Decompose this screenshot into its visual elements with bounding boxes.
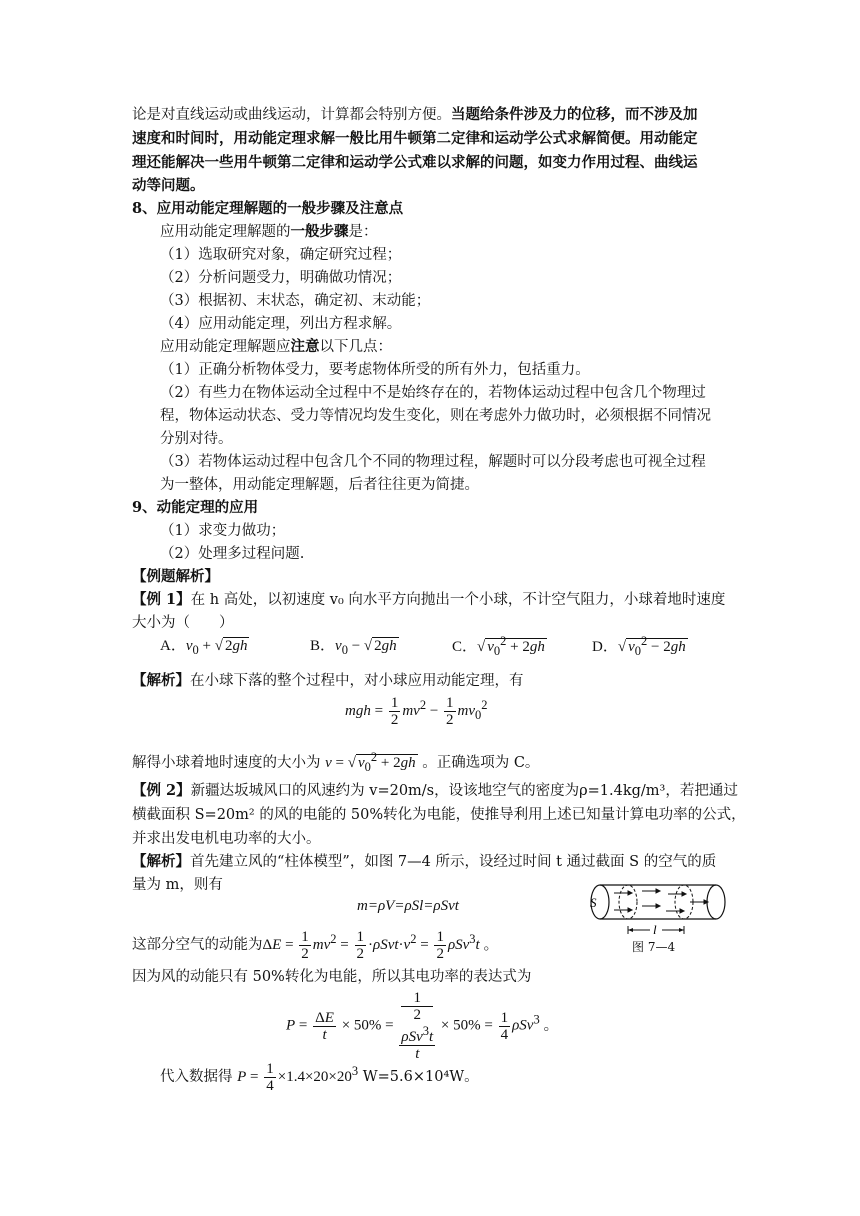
text-span: 论是对直线运动或曲线运动，计算都会特别方便。 (132, 107, 451, 123)
text-span: 是： (348, 224, 378, 240)
solution-text: W=5.6×10⁴W。 (362, 1069, 479, 1085)
option-label: B． (310, 638, 336, 654)
option-c: C．√ $v_0^2 + 2gh$ (452, 634, 545, 658)
question-text: 在 h 高处，以初速度 v₀ 向水平方向抛出一个小球，不计空气阻力，小球着地时速度 (190, 592, 726, 608)
figure-7-4 (588, 880, 728, 962)
text-line: 横截面积 S=20m² 的风的电能的 50%转化为电能，使推导利用上述已知量计算电功率的公式， (132, 807, 746, 823)
text-line: 量为 m，则有 (132, 877, 223, 893)
figure-caption: 图 7—4 (632, 940, 676, 954)
text-line (132, 670, 524, 692)
text-line: 为一整体，用动能定理解题，后者往往更为简捷。 (160, 477, 479, 493)
text-line: 理还能解决一些用牛顿第二定律和运动学公式难以求解的问题，如变力作用过程、曲线运 (132, 154, 698, 171)
list-item: （2）有些力在物体运动全过程中不是始终存在的，若物体运动过程中包含几个物理过 (160, 385, 706, 401)
solution-text: 在小球下落的整个过程中，对小球应用动能定理，有 (190, 673, 524, 689)
text-line: 因为风的动能只有 50%转化为电能，所以其电功率的表达式为 (132, 969, 532, 985)
list-item: （3）若物体运动过程中包含几个不同的物理过程，解题时可以分段考虑也可视全过程 (160, 454, 706, 470)
list-item: （1）求变力做功； (160, 523, 286, 539)
example-tag: 【例 2】 (132, 782, 191, 799)
solution-text: 代入数据得 (160, 1069, 233, 1085)
option-b: B．$v_0$ − √ 2gh (310, 638, 397, 657)
text-line (132, 780, 738, 802)
question-text: 新疆达坂城风口的风速约为 v=20m/s，设该地空气的密度为ρ=1.4kg/m³，若把通过 (190, 783, 738, 799)
text-line (160, 1060, 479, 1094)
text-line: 动等问题。 (132, 177, 205, 194)
solution-tag: 【解析】 (132, 853, 190, 870)
bold-text: 一般步骤 (290, 223, 349, 240)
text-line (160, 336, 392, 358)
text-line: 速度和时间时，用动能定理求解一般比用牛顿第二定律和运动学公式求解简便。用动能定 (132, 130, 698, 147)
text-line (132, 104, 698, 126)
label-l: l (653, 922, 657, 937)
option-a: A．$v_0$ + √ 2gh (160, 638, 248, 657)
bold-text: 注意 (290, 338, 320, 355)
solution-tag: 【解析】 (132, 672, 190, 689)
equation-result: P = $\frac{1}{4}$ $\times 1.4\times 20\times 20^3$ (237, 1061, 359, 1095)
text-line: 大小为（ ） (132, 615, 234, 631)
list-item: （2）分析问题受力，明确做功情况； (160, 270, 402, 286)
solution-text: 首先建立风的“柱体模型”，如图 7—4 所示，设经过时间 t 通过截面 S 的空气的质 (190, 854, 717, 870)
equation-kinetic: ΔE = $\frac{1}{2}$ $mv^2$ = $\frac{1}{2}$ $\cdot\rho Svt\cdot v^2$ = $\frac{1}{2}$ ρSv$^3$t 。 (262, 929, 499, 963)
text-line (132, 851, 716, 873)
equation-power: P = $\frac{\Delta E}{t}$ × 50% = 1 2 ρSv$^3$t t × 50% = $\frac{1}{4}$ ρSv$^3$ 。 (286, 990, 559, 1062)
option-d: D．√ $v_0^2 - 2gh$ (592, 634, 686, 658)
section-heading: 9、动能定理的应用 (132, 499, 259, 516)
list-item: （2）处理多过程问题. (160, 546, 305, 562)
text-span: 应用动能定理解题应 (160, 339, 291, 355)
text-line: 分别对待。 (160, 431, 233, 447)
option-label: D． (592, 639, 618, 655)
text-line: 程，物体运动状态、受力等情况均发生变化，则在考虑外力做功时，必须根据不同情况 (160, 408, 711, 424)
label-s: S (590, 895, 597, 910)
section-heading: 8、应用动能定理解题的一般步骤及注意点 (132, 200, 404, 217)
solution-text: 。正确选项为 C。 (422, 755, 540, 771)
text-line (160, 221, 378, 243)
list-item: （4）应用动能定理，列出方程求解。 (160, 316, 402, 332)
equation-velocity: v = √ $v_0^2 + 2gh$ (325, 750, 416, 774)
text-line (132, 746, 539, 778)
option-label: C． (452, 639, 478, 655)
text-line (132, 589, 725, 611)
text-span: 应用动能定理解题的 (160, 224, 291, 240)
example-tag: 【例 1】 (132, 591, 191, 608)
list-item: （3）根据初、末状态，确定初、末动能； (160, 293, 431, 309)
option-label: A． (160, 638, 186, 654)
examples-heading: 【例题解析】 (132, 568, 219, 585)
solution-text: 这部分空气的动能为 (132, 937, 263, 953)
list-item: （1）正确分析物体受力，要考虑物体所受的所有外力，包括重力。 (160, 362, 590, 378)
text-line (132, 928, 498, 962)
list-item: （1）选取研究对象，确定研究过程； (160, 247, 402, 263)
equation-energy: mgh = $\frac{1}{2}$ $mv^2$ − $\frac{1}{2}$ $mv_0^2$ (345, 695, 488, 728)
equation-mass: m=ρV=ρSl=ρSvt (357, 898, 459, 914)
solution-text: 解得小球着地时速度的大小为 (132, 755, 326, 771)
text-span: 以下几点： (319, 339, 392, 355)
bold-text: 当题给条件涉及力的位移，而不涉及加 (451, 106, 698, 123)
text-line: 并求出发电机电功率的大小。 (132, 831, 321, 847)
